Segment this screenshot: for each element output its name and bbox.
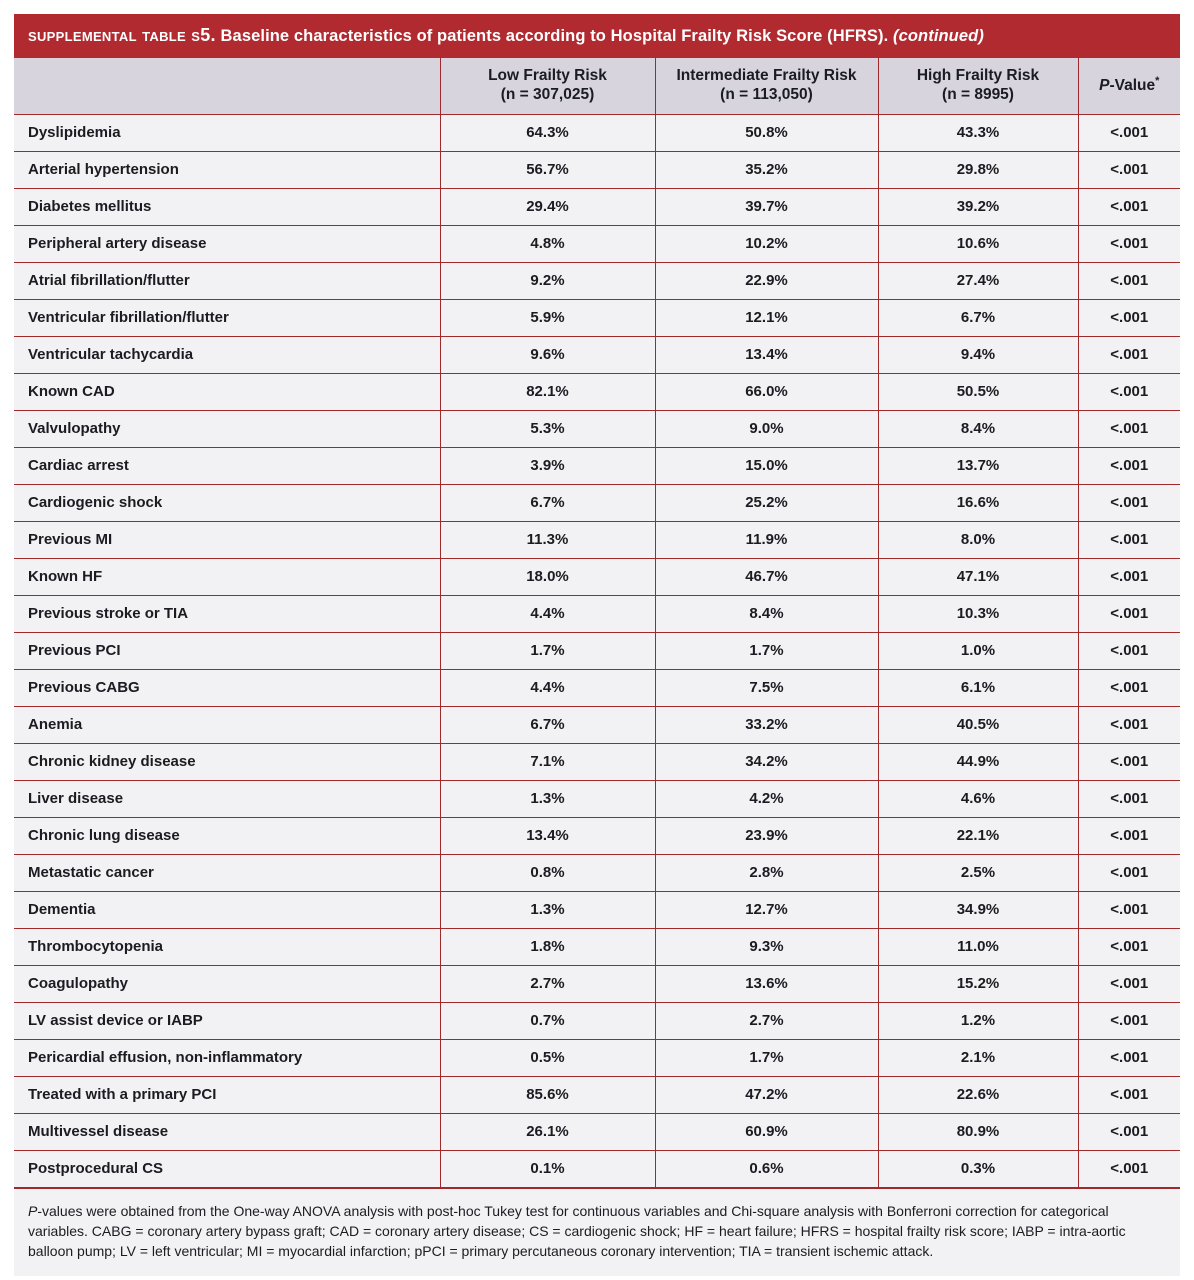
table-row bbox=[14, 854, 1180, 891]
cell-low-frailty: 4.4% bbox=[440, 595, 655, 632]
column-header-intermediate-frailty-risk bbox=[655, 58, 878, 114]
cell-intermediate-frailty: 47.2% bbox=[655, 1076, 878, 1113]
row-label: Ventricular fibrillation/flutter bbox=[14, 299, 440, 336]
row-label: Multivessel disease bbox=[14, 1113, 440, 1150]
cell-low-frailty: 64.3% bbox=[440, 114, 655, 151]
table-footnote bbox=[14, 1187, 1180, 1276]
cell-low-frailty: 3.9% bbox=[440, 447, 655, 484]
cell-high-frailty: 15.2% bbox=[878, 965, 1078, 1002]
cell-high-frailty: 22.6% bbox=[878, 1076, 1078, 1113]
table-row bbox=[14, 373, 1180, 410]
table-row bbox=[14, 632, 1180, 669]
row-label: Diabetes mellitus bbox=[14, 188, 440, 225]
cell-low-frailty: 26.1% bbox=[440, 1113, 655, 1150]
cell-intermediate-frailty: 46.7% bbox=[655, 558, 878, 595]
table-row bbox=[14, 891, 1180, 928]
table-row bbox=[14, 595, 1180, 632]
cell-low-frailty: 4.8% bbox=[440, 225, 655, 262]
cell-intermediate-frailty: 33.2% bbox=[655, 706, 878, 743]
table-row bbox=[14, 743, 1180, 780]
cell-low-frailty: 18.0% bbox=[440, 558, 655, 595]
table-row bbox=[14, 1002, 1180, 1039]
row-label: Dementia bbox=[14, 891, 440, 928]
cell-p-value: <.001 bbox=[1078, 669, 1180, 706]
column-header-high-line1: High Frailty Risk bbox=[916, 66, 1040, 84]
cell-high-frailty: 39.2% bbox=[878, 188, 1078, 225]
table-row bbox=[14, 558, 1180, 595]
row-label: Cardiac arrest bbox=[14, 447, 440, 484]
column-header-high-line2: (n = 8995) bbox=[942, 86, 1014, 104]
cell-high-frailty: 1.0% bbox=[878, 632, 1078, 669]
row-label: Previous stroke or TIA bbox=[14, 595, 440, 632]
cell-low-frailty: 5.3% bbox=[440, 410, 655, 447]
cell-intermediate-frailty: 22.9% bbox=[655, 262, 878, 299]
cell-high-frailty: 43.3% bbox=[878, 114, 1078, 151]
cell-p-value: <.001 bbox=[1078, 299, 1180, 336]
table-row bbox=[14, 1113, 1180, 1150]
cell-low-frailty: 56.7% bbox=[440, 151, 655, 188]
row-label: Chronic lung disease bbox=[14, 817, 440, 854]
cell-p-value: <.001 bbox=[1078, 447, 1180, 484]
cell-low-frailty: 82.1% bbox=[440, 373, 655, 410]
row-label: Known CAD bbox=[14, 373, 440, 410]
row-label: Previous PCI bbox=[14, 632, 440, 669]
table-row bbox=[14, 965, 1180, 1002]
row-label: Treated with a primary PCI bbox=[14, 1076, 440, 1113]
cell-p-value: <.001 bbox=[1078, 1076, 1180, 1113]
row-label: Thrombocytopenia bbox=[14, 928, 440, 965]
table-row bbox=[14, 669, 1180, 706]
row-label: Anemia bbox=[14, 706, 440, 743]
cell-high-frailty: 13.7% bbox=[878, 447, 1078, 484]
cell-p-value: <.001 bbox=[1078, 484, 1180, 521]
cell-low-frailty: 6.7% bbox=[440, 706, 655, 743]
cell-p-value: <.001 bbox=[1078, 1113, 1180, 1150]
row-label: Dyslipidemia bbox=[14, 114, 440, 151]
table-header bbox=[14, 58, 1180, 114]
row-label: Coagulopathy bbox=[14, 965, 440, 1002]
cell-intermediate-frailty: 50.8% bbox=[655, 114, 878, 151]
cell-intermediate-frailty: 12.1% bbox=[655, 299, 878, 336]
table-title-main: Baseline characteristics of patients according to Hospital Frailty Risk Score (HFRS). bbox=[215, 27, 889, 45]
table-row bbox=[14, 1076, 1180, 1113]
cell-high-frailty: 10.6% bbox=[878, 225, 1078, 262]
cell-low-frailty: 13.4% bbox=[440, 817, 655, 854]
column-header-low-line2: (n = 307,025) bbox=[500, 86, 595, 104]
row-label: Valvulopathy bbox=[14, 410, 440, 447]
cell-low-frailty: 1.7% bbox=[440, 632, 655, 669]
cell-p-value: <.001 bbox=[1078, 891, 1180, 928]
cell-intermediate-frailty: 7.5% bbox=[655, 669, 878, 706]
table-row bbox=[14, 817, 1180, 854]
cell-p-value: <.001 bbox=[1078, 1039, 1180, 1076]
cell-high-frailty: 10.3% bbox=[878, 595, 1078, 632]
table-row bbox=[14, 225, 1180, 262]
cell-p-value: <.001 bbox=[1078, 373, 1180, 410]
cell-intermediate-frailty: 9.0% bbox=[655, 410, 878, 447]
p-value-asterisk: * bbox=[1155, 75, 1160, 88]
cell-low-frailty: 4.4% bbox=[440, 669, 655, 706]
cell-high-frailty: 16.6% bbox=[878, 484, 1078, 521]
table-title-continued: (continued) bbox=[893, 27, 984, 45]
cell-high-frailty: 6.7% bbox=[878, 299, 1078, 336]
cell-intermediate-frailty: 11.9% bbox=[655, 521, 878, 558]
table-row bbox=[14, 484, 1180, 521]
table-row bbox=[14, 928, 1180, 965]
row-label: Pericardial effusion, non-inflammatory bbox=[14, 1039, 440, 1076]
cell-low-frailty: 85.6% bbox=[440, 1076, 655, 1113]
cell-low-frailty: 11.3% bbox=[440, 521, 655, 558]
supplemental-table-s5 bbox=[14, 14, 1180, 1276]
footnote-text: -values were obtained from the One-way ANOVA analysis with post-hoc Tukey test for continuous variables and Chi-square analysis with Bonferroni correction for categorical variables. CABG = coronary artery bypass graft; CAD = coronary artery disease; CS = cardiogenic shock; HF = heart failure; HFRS = hospital frailty risk score; IABP = intra-aortic balloon pump; LV = left ventricular; MI = myocardial infarction; pPCI = primary percutaneous coronary intervention; TIA = transient ischemic attack. bbox=[28, 1202, 1126, 1260]
cell-p-value: <.001 bbox=[1078, 188, 1180, 225]
cell-high-frailty: 6.1% bbox=[878, 669, 1078, 706]
cell-intermediate-frailty: 23.9% bbox=[655, 817, 878, 854]
cell-high-frailty: 8.0% bbox=[878, 521, 1078, 558]
cell-p-value: <.001 bbox=[1078, 632, 1180, 669]
row-label: Postprocedural CS bbox=[14, 1150, 440, 1187]
cell-high-frailty: 9.4% bbox=[878, 336, 1078, 373]
cell-high-frailty: 2.1% bbox=[878, 1039, 1078, 1076]
cell-high-frailty: 47.1% bbox=[878, 558, 1078, 595]
row-label: Arterial hypertension bbox=[14, 151, 440, 188]
cell-p-value: <.001 bbox=[1078, 114, 1180, 151]
column-header-characteristic bbox=[14, 58, 440, 114]
cell-intermediate-frailty: 66.0% bbox=[655, 373, 878, 410]
cell-low-frailty: 29.4% bbox=[440, 188, 655, 225]
cell-high-frailty: 0.3% bbox=[878, 1150, 1078, 1187]
cell-low-frailty: 0.7% bbox=[440, 1002, 655, 1039]
table-row bbox=[14, 780, 1180, 817]
row-label: Atrial fibrillation/flutter bbox=[14, 262, 440, 299]
cell-p-value: <.001 bbox=[1078, 928, 1180, 965]
cell-p-value: <.001 bbox=[1078, 1002, 1180, 1039]
column-header-intermediate-line1: Intermediate Frailty Risk bbox=[676, 66, 857, 84]
cell-p-value: <.001 bbox=[1078, 336, 1180, 373]
cell-low-frailty: 1.8% bbox=[440, 928, 655, 965]
cell-p-value: <.001 bbox=[1078, 225, 1180, 262]
table-row bbox=[14, 410, 1180, 447]
cell-low-frailty: 0.5% bbox=[440, 1039, 655, 1076]
cell-low-frailty: 0.8% bbox=[440, 854, 655, 891]
table-row bbox=[14, 262, 1180, 299]
cell-intermediate-frailty: 2.8% bbox=[655, 854, 878, 891]
table-row bbox=[14, 151, 1180, 188]
row-label: Metastatic cancer bbox=[14, 854, 440, 891]
cell-intermediate-frailty: 34.2% bbox=[655, 743, 878, 780]
cell-intermediate-frailty: 8.4% bbox=[655, 595, 878, 632]
row-label: Previous MI bbox=[14, 521, 440, 558]
p-value-rest: -Value bbox=[1109, 77, 1156, 95]
row-label: Previous CABG bbox=[14, 669, 440, 706]
cell-high-frailty: 2.5% bbox=[878, 854, 1078, 891]
cell-low-frailty: 0.1% bbox=[440, 1150, 655, 1187]
cell-p-value: <.001 bbox=[1078, 558, 1180, 595]
cell-p-value: <.001 bbox=[1078, 521, 1180, 558]
cell-intermediate-frailty: 10.2% bbox=[655, 225, 878, 262]
cell-high-frailty: 40.5% bbox=[878, 706, 1078, 743]
table-title-bar bbox=[14, 14, 1180, 58]
cell-p-value: <.001 bbox=[1078, 410, 1180, 447]
table-header-row bbox=[14, 58, 1180, 114]
column-header-p-value bbox=[1078, 58, 1180, 114]
footnote-italic-p: P bbox=[28, 1202, 38, 1219]
table-row bbox=[14, 299, 1180, 336]
cell-p-value: <.001 bbox=[1078, 817, 1180, 854]
cell-intermediate-frailty: 25.2% bbox=[655, 484, 878, 521]
cell-low-frailty: 1.3% bbox=[440, 780, 655, 817]
cell-intermediate-frailty: 1.7% bbox=[655, 632, 878, 669]
cell-p-value: <.001 bbox=[1078, 743, 1180, 780]
column-header-low-line1: Low Frailty Risk bbox=[488, 66, 607, 84]
row-label: Chronic kidney disease bbox=[14, 743, 440, 780]
cell-intermediate-frailty: 9.3% bbox=[655, 928, 878, 965]
cell-low-frailty: 6.7% bbox=[440, 484, 655, 521]
cell-intermediate-frailty: 13.4% bbox=[655, 336, 878, 373]
cell-high-frailty: 8.4% bbox=[878, 410, 1078, 447]
table-row bbox=[14, 188, 1180, 225]
cell-intermediate-frailty: 39.7% bbox=[655, 188, 878, 225]
table-row bbox=[14, 521, 1180, 558]
row-label: LV assist device or IABP bbox=[14, 1002, 440, 1039]
cell-high-frailty: 44.9% bbox=[878, 743, 1078, 780]
cell-intermediate-frailty: 13.6% bbox=[655, 965, 878, 1002]
table-body bbox=[14, 114, 1180, 1187]
cell-high-frailty: 11.0% bbox=[878, 928, 1078, 965]
table-row bbox=[14, 447, 1180, 484]
cell-low-frailty: 5.9% bbox=[440, 299, 655, 336]
baseline-characteristics-table bbox=[14, 58, 1180, 1187]
cell-intermediate-frailty: 4.2% bbox=[655, 780, 878, 817]
cell-p-value: <.001 bbox=[1078, 262, 1180, 299]
column-header-high-frailty-risk bbox=[878, 58, 1078, 114]
table-title-prefix: supplemental table s5. bbox=[28, 25, 216, 45]
cell-intermediate-frailty: 12.7% bbox=[655, 891, 878, 928]
cell-p-value: <.001 bbox=[1078, 595, 1180, 632]
cell-intermediate-frailty: 60.9% bbox=[655, 1113, 878, 1150]
row-label: Ventricular tachycardia bbox=[14, 336, 440, 373]
cell-p-value: <.001 bbox=[1078, 151, 1180, 188]
p-value-italic-p: P bbox=[1099, 77, 1110, 95]
row-label: Known HF bbox=[14, 558, 440, 595]
cell-p-value: <.001 bbox=[1078, 706, 1180, 743]
cell-high-frailty: 50.5% bbox=[878, 373, 1078, 410]
table-row bbox=[14, 336, 1180, 373]
table-row bbox=[14, 114, 1180, 151]
cell-intermediate-frailty: 2.7% bbox=[655, 1002, 878, 1039]
cell-low-frailty: 1.3% bbox=[440, 891, 655, 928]
cell-high-frailty: 34.9% bbox=[878, 891, 1078, 928]
row-label: Cardiogenic shock bbox=[14, 484, 440, 521]
column-header-low-frailty-risk bbox=[440, 58, 655, 114]
table-row bbox=[14, 1039, 1180, 1076]
cell-p-value: <.001 bbox=[1078, 780, 1180, 817]
cell-p-value: <.001 bbox=[1078, 1150, 1180, 1187]
cell-high-frailty: 4.6% bbox=[878, 780, 1078, 817]
cell-low-frailty: 9.2% bbox=[440, 262, 655, 299]
cell-low-frailty: 2.7% bbox=[440, 965, 655, 1002]
cell-low-frailty: 7.1% bbox=[440, 743, 655, 780]
cell-p-value: <.001 bbox=[1078, 854, 1180, 891]
cell-high-frailty: 80.9% bbox=[878, 1113, 1078, 1150]
table-row bbox=[14, 1150, 1180, 1187]
row-label: Liver disease bbox=[14, 780, 440, 817]
cell-high-frailty: 27.4% bbox=[878, 262, 1078, 299]
cell-intermediate-frailty: 0.6% bbox=[655, 1150, 878, 1187]
cell-intermediate-frailty: 35.2% bbox=[655, 151, 878, 188]
cell-intermediate-frailty: 15.0% bbox=[655, 447, 878, 484]
cell-intermediate-frailty: 1.7% bbox=[655, 1039, 878, 1076]
cell-high-frailty: 22.1% bbox=[878, 817, 1078, 854]
column-header-intermediate-line2: (n = 113,050) bbox=[720, 86, 813, 104]
row-label: Peripheral artery disease bbox=[14, 225, 440, 262]
cell-low-frailty: 9.6% bbox=[440, 336, 655, 373]
cell-p-value: <.001 bbox=[1078, 965, 1180, 1002]
cell-high-frailty: 29.8% bbox=[878, 151, 1078, 188]
table-row bbox=[14, 706, 1180, 743]
cell-high-frailty: 1.2% bbox=[878, 1002, 1078, 1039]
